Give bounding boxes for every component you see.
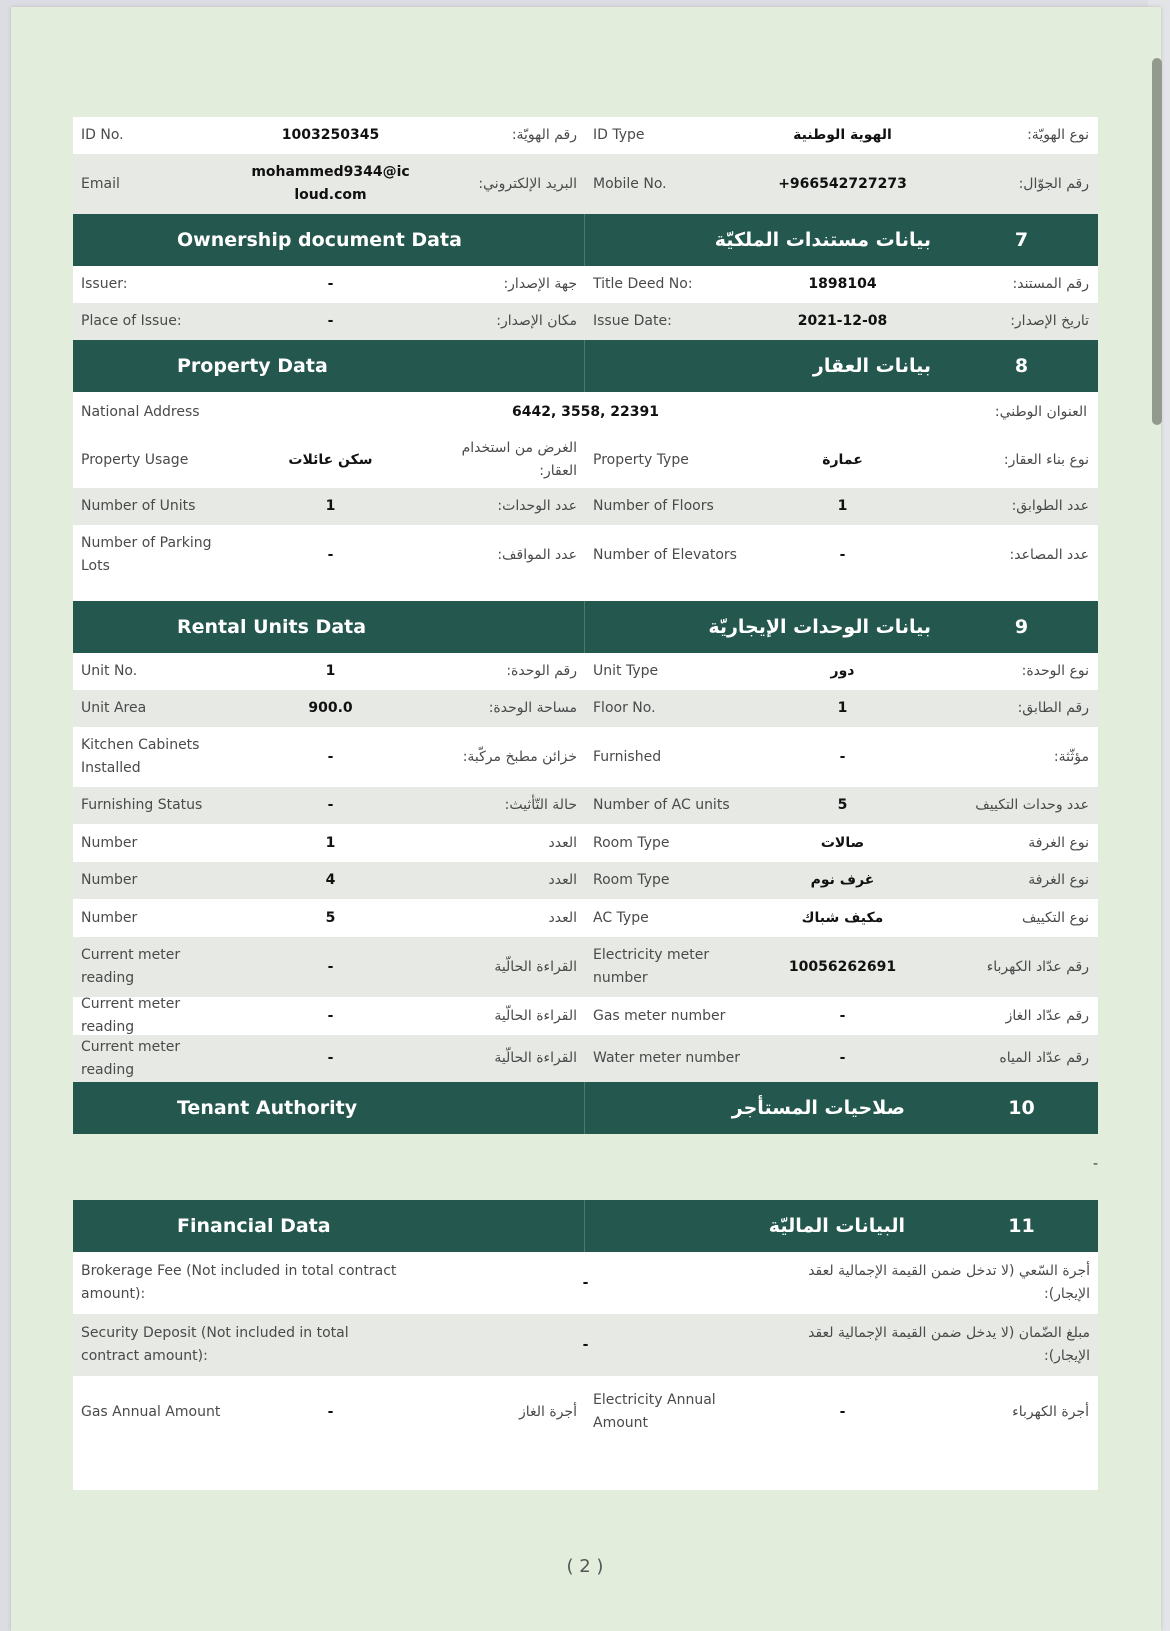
- left-cell-group: [73, 660, 585, 683]
- label-ar: الغرض من استخدام العقار:: [461, 440, 577, 479]
- label-en: Number of Floors: [593, 498, 714, 514]
- mobile-value: +966542727273: [778, 175, 907, 192]
- label-en: Current meter reading: [81, 996, 181, 1035]
- section-title-en: Rental Units Data: [73, 601, 585, 653]
- label-ar: عدد وحدات التكييف: [975, 797, 1089, 813]
- label-ar: رقم الطابق:: [1017, 700, 1089, 716]
- security-deposit-value: -: [582, 1336, 589, 1353]
- field-value: عمارة: [822, 451, 863, 468]
- email-value: mohammed9344@icloud.com: [251, 164, 410, 203]
- table-row: [73, 266, 1098, 303]
- field-value: سكن عائلات: [288, 451, 373, 468]
- section-header-ownership: [73, 214, 1098, 266]
- right-cell-group: [585, 869, 1097, 892]
- section-header-rental: [73, 601, 1098, 653]
- gas-annual-value: -: [327, 1403, 334, 1420]
- label-en: Number: [81, 872, 138, 888]
- field-value: 1: [325, 663, 336, 679]
- section-title-ar: بيانات العقار: [812, 355, 931, 377]
- label-en: Electricity Annual Amount: [593, 1392, 716, 1431]
- field-value: 1: [325, 498, 336, 514]
- table-row: [73, 997, 1098, 1035]
- label-ar: حالة التّأثيث:: [504, 797, 577, 813]
- section-title-en: Ownership document Data: [73, 214, 585, 266]
- label-ar: نوع الغرفة: [1028, 834, 1089, 851]
- label-ar: مؤثّثة:: [1053, 748, 1089, 765]
- section-header-property: [73, 340, 1098, 392]
- national-address-row: [73, 392, 1098, 432]
- right-cell-group: [585, 794, 1097, 817]
- label-ar: القراءة الحالّية: [494, 1050, 577, 1066]
- right-cell-group: [585, 944, 1097, 990]
- label-ar: رقم الوحدة:: [506, 663, 577, 679]
- label-en: AC Type: [593, 909, 649, 926]
- section-title-en: Financial Data: [73, 1200, 585, 1252]
- label-ar: رقم عدّاد الكهرباء: [986, 958, 1089, 975]
- label-ar: العدد: [548, 834, 577, 851]
- left-cell-group: [73, 869, 585, 892]
- label-ar: رقم الهويّة:: [511, 127, 577, 143]
- id-number-value: 1003250345: [281, 127, 380, 143]
- national-address-value: 6442, 3558, 22391: [511, 403, 660, 420]
- contact-row: [73, 154, 1098, 214]
- label-ar: القراءة الحالّية: [494, 1007, 577, 1024]
- section-number: 10: [1008, 1097, 1035, 1119]
- right-cell-group: [585, 907, 1097, 930]
- label-en: Security Deposit (Not included in total contract amount):: [81, 1325, 349, 1364]
- right-cell-group: [585, 660, 1097, 683]
- right-cell-group: [585, 273, 1097, 296]
- label-ar: البريد الإلكتروني:: [478, 175, 577, 192]
- field-value: -: [327, 748, 334, 765]
- section-header-financial: [73, 1200, 1098, 1252]
- label-ar: عدد الطوابق:: [1011, 498, 1089, 514]
- field-value: 5: [325, 909, 336, 926]
- left-cell-group: [73, 437, 585, 483]
- label-ar: القراءة الحالّية: [494, 958, 577, 975]
- label-ar: رقم عدّاد الغاز: [1005, 1007, 1089, 1024]
- table-row: [73, 488, 1098, 525]
- label-ar: مساحة الوحدة:: [488, 700, 577, 716]
- left-cell-group: [73, 273, 585, 296]
- right-cell-group: [585, 1005, 1097, 1028]
- label-ar: العنوان الوطني:: [994, 403, 1087, 420]
- label-en: Floor No.: [593, 700, 656, 716]
- label-ar: عدد المصاعد:: [1009, 546, 1089, 563]
- label-en: Number of AC units: [593, 797, 730, 813]
- table-row: [73, 1035, 1098, 1082]
- id-row: [73, 117, 1098, 154]
- section-title-ar: بيانات الوحدات الإيجاريّة: [708, 616, 931, 638]
- label-ar: مكان الإصدار:: [496, 313, 577, 329]
- field-value: -: [327, 797, 334, 813]
- left-cell-group: [73, 907, 585, 930]
- label-ar: تاريخ الإصدار:: [1010, 313, 1089, 329]
- label-en: Number: [81, 909, 138, 926]
- tenant-authority-value: -: [1092, 1156, 1098, 1172]
- label-en: Place of Issue:: [81, 313, 182, 329]
- field-value: 1: [837, 700, 848, 716]
- utilities-row: [73, 1376, 1098, 1490]
- table-row: [73, 653, 1098, 690]
- label-en: National Address: [81, 403, 200, 420]
- field-value: 1898104: [808, 276, 877, 292]
- field-value: 1: [837, 498, 848, 514]
- field-value: 4: [325, 872, 336, 888]
- label-en: ID Type: [593, 127, 645, 143]
- left-cell-group: [73, 532, 585, 578]
- field-value: -: [839, 748, 846, 765]
- label-en: Title Deed No:: [593, 276, 693, 292]
- right-cell-group: [585, 1047, 1097, 1070]
- table-row: [73, 525, 1098, 585]
- field-value: -: [327, 1007, 334, 1024]
- field-value: 2021-12-08: [797, 313, 888, 329]
- section-title-ar: البيانات الماليّة: [768, 1215, 905, 1237]
- label-ar: العدد: [548, 909, 577, 926]
- electricity-annual-value: -: [839, 1403, 846, 1420]
- label-en: Current meter reading: [81, 947, 181, 986]
- table-row: [73, 899, 1098, 937]
- section-number: 11: [1008, 1215, 1035, 1237]
- page-number: ( 2 ): [566, 1556, 604, 1577]
- label-en: Unit Area: [81, 700, 147, 716]
- left-cell-group: [73, 794, 585, 817]
- label-ar: جهة الإصدار:: [503, 276, 577, 292]
- label-en: Unit No.: [81, 663, 138, 679]
- field-value: دور: [830, 663, 855, 679]
- label-en: Number of Elevators: [593, 546, 737, 563]
- right-cell-group: [585, 832, 1097, 855]
- section-title-ar: بيانات مستندات الملكيّة: [714, 229, 931, 251]
- left-cell-group: [73, 697, 585, 720]
- field-value: صالات: [820, 834, 865, 851]
- label-ar: أجرة السّعي (لا تدخل ضمن القيمة الإجمالية لعقد الإيجار):: [808, 1263, 1090, 1302]
- table-row: [73, 937, 1098, 997]
- contract-sheet: [73, 117, 1098, 1490]
- right-cell-group: [585, 449, 1097, 472]
- label-en: Gas meter number: [593, 1007, 726, 1024]
- section-title-en: Property Data: [73, 340, 585, 392]
- label-ar: مبلغ الضّمان (لا يدخل ضمن القيمة الإجمالية لعقد الإيجار):: [808, 1325, 1090, 1364]
- label-ar: عدد الوحدات:: [497, 498, 577, 514]
- label-ar: رقم عدّاد المياه: [999, 1050, 1089, 1066]
- brokerage-fee-value: -: [582, 1274, 589, 1291]
- label-en: Room Type: [593, 872, 670, 888]
- label-en: Unit Type: [593, 663, 659, 679]
- label-en: Furnishing Status: [81, 797, 203, 813]
- table-row: [73, 303, 1098, 340]
- security-deposit-row: [73, 1314, 1098, 1376]
- label-en: Electricity meter number: [593, 947, 710, 986]
- right-cell-group: [585, 495, 1097, 518]
- label-en: Current meter reading: [81, 1038, 181, 1078]
- field-value: -: [327, 276, 334, 292]
- label-en: Room Type: [593, 834, 670, 851]
- brokerage-fee-row: [73, 1252, 1098, 1314]
- label-en: Number of Parking Lots: [81, 535, 212, 574]
- left-cell-group: [73, 832, 585, 855]
- label-en: Furnished: [593, 748, 662, 765]
- table-row: [73, 824, 1098, 862]
- left-cell-group: [73, 944, 585, 990]
- label-en: Mobile No.: [593, 175, 667, 192]
- field-value: -: [839, 546, 846, 563]
- label-ar: أجرة الغاز: [519, 1403, 577, 1420]
- field-value: 1: [325, 834, 336, 851]
- field-value: 5: [837, 797, 848, 813]
- label-en: Property Type: [593, 451, 689, 468]
- spacer: [73, 585, 1098, 601]
- label-ar: نوع التكييف: [1022, 909, 1089, 926]
- label-ar: أجرة الكهرباء: [1012, 1403, 1089, 1420]
- left-cell-group: [73, 310, 585, 333]
- field-value: -: [327, 546, 334, 563]
- label-en: Issuer:: [81, 276, 128, 292]
- label-ar: رقم المستند:: [1012, 276, 1089, 292]
- right-cell-group: [585, 697, 1097, 720]
- left-cell-group: [73, 734, 585, 780]
- field-value: -: [327, 313, 334, 329]
- right-cell-group: [585, 746, 1097, 769]
- field-value: -: [327, 1050, 334, 1066]
- section-number: 9: [1014, 616, 1029, 638]
- left-cell-group: [73, 993, 585, 1039]
- label-en: Property Usage: [81, 451, 189, 468]
- field-value: غرف نوم: [810, 872, 875, 888]
- left-cell-group: [73, 1036, 585, 1082]
- table-row: [73, 690, 1098, 727]
- tenant-authority-content: [73, 1134, 1098, 1200]
- field-value: 900.0: [308, 700, 353, 716]
- label-en: Brokerage Fee (Not included in total contract amount):: [81, 1263, 397, 1302]
- label-en: Email: [81, 175, 120, 192]
- section-number: 7: [1014, 229, 1029, 251]
- label-en: Number: [81, 834, 138, 851]
- scrollbar-thumb[interactable]: [1152, 58, 1162, 425]
- field-value: مكيف شباك: [801, 909, 884, 926]
- label-en: Water meter number: [593, 1050, 741, 1066]
- label-ar: عدد المواقف:: [497, 546, 577, 563]
- left-cell-group: [73, 495, 585, 518]
- field-value: -: [327, 958, 334, 975]
- label-en: ID No.: [81, 127, 124, 143]
- id-type-value: الهوية الوطنية: [793, 127, 892, 143]
- label-ar: نوع بناء العقار:: [1003, 451, 1089, 468]
- table-row: [73, 432, 1098, 488]
- label-ar: نوع الغرفة: [1028, 872, 1089, 888]
- label-ar: رقم الجوّال:: [1018, 175, 1089, 192]
- section-header-tenant-authority: [73, 1082, 1098, 1134]
- label-en: Gas Annual Amount: [81, 1403, 221, 1420]
- label-en: Kitchen Cabinets Installed: [81, 737, 200, 776]
- right-cell-group: [585, 544, 1097, 567]
- field-value: -: [839, 1007, 846, 1024]
- field-value: -: [839, 1050, 846, 1066]
- section-title-en: Tenant Authority: [73, 1082, 585, 1134]
- table-row: [73, 727, 1098, 787]
- field-value: 10056262691: [788, 958, 897, 975]
- label-en: Number of Units: [81, 498, 196, 514]
- label-en: Issue Date:: [593, 313, 672, 329]
- table-row: [73, 862, 1098, 899]
- section-title-ar: صلاحيات المستأجر: [731, 1097, 905, 1119]
- right-cell-group: [585, 310, 1097, 333]
- table-row: [73, 787, 1098, 824]
- label-ar: العدد: [548, 872, 577, 888]
- label-ar: نوع الهويّة:: [1027, 127, 1089, 143]
- label-ar: خزائن مطبخ مركّبة:: [462, 748, 577, 765]
- section-number: 8: [1014, 355, 1029, 377]
- label-ar: نوع الوحدة:: [1021, 663, 1089, 679]
